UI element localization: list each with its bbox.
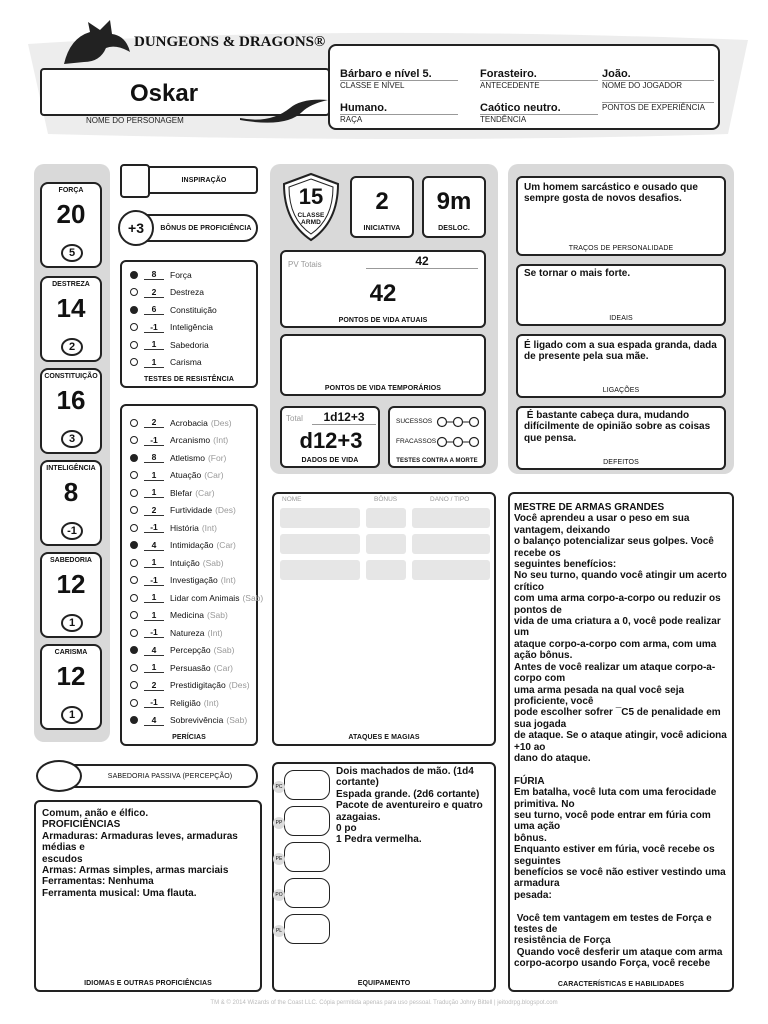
saving-throw-value: 1 — [144, 357, 164, 368]
proficiency-dot[interactable] — [130, 306, 138, 314]
coin-label: PL — [273, 925, 285, 937]
coin-label: PE — [273, 853, 285, 865]
proficiency-bonus-box[interactable] — [120, 214, 258, 242]
ability-score: 14 — [56, 293, 86, 323]
skill-row[interactable] — [130, 607, 228, 624]
ability-name: INTELIGÊNCIA — [46, 465, 96, 472]
skill-label: Atuação — [170, 470, 202, 480]
coin-field[interactable] — [275, 806, 330, 836]
skill-value: 1 — [144, 470, 164, 481]
skill-attribute: (Des) — [215, 505, 236, 515]
proficiency-dot[interactable] — [130, 611, 138, 619]
attacks-col-bonus: BÔNUS — [374, 496, 398, 503]
ability-modifier: 2 — [61, 338, 83, 356]
skill-value: 2 — [144, 680, 164, 691]
skill-label: Lidar com Animais — [170, 592, 240, 603]
saving-throw-label: Inteligência — [170, 322, 214, 332]
skill-value: -1 — [144, 575, 164, 586]
skill-attribute: (Sab) — [202, 557, 224, 568]
proficiency-dot[interactable] — [130, 454, 138, 462]
player-name-value: João. — [602, 68, 631, 80]
skill-attribute: (Car) — [216, 540, 236, 550]
ability-modifier: 3 — [61, 430, 83, 448]
flaws-label: DEFEITOS — [603, 459, 639, 466]
saving-throw-row[interactable] — [130, 336, 209, 353]
class-level-value: Bárbaro e nível 5. — [340, 68, 432, 80]
equipment-box[interactable] — [272, 762, 496, 992]
ability-2[interactable] — [40, 368, 102, 454]
skill-attribute: (Car) — [195, 487, 215, 498]
dragon-logo-icon — [60, 18, 132, 70]
skill-attribute: (Int) — [201, 522, 217, 533]
skill-value: 1 — [144, 610, 164, 621]
saving-throw-value: 6 — [144, 304, 164, 315]
proficiency-dot[interactable] — [130, 341, 138, 349]
skills-title: PERÍCIAS — [172, 734, 206, 741]
skill-value: 1 — [144, 557, 164, 568]
skill-row[interactable] — [130, 624, 223, 641]
saving-throw-label: Sabedoria — [170, 339, 209, 350]
ability-0[interactable] — [40, 182, 102, 268]
background-label: ANTECEDENTE — [480, 80, 598, 90]
character-name-label: NOME DO PERSONAGEM — [86, 116, 184, 125]
skill-value: 4 — [144, 645, 164, 656]
death-success-label: SUCESSOS — [396, 418, 433, 425]
character-name[interactable]: Oskar — [130, 80, 199, 107]
skill-row[interactable] — [130, 449, 226, 466]
ability-name: DESTREZA — [52, 281, 90, 288]
skill-label: Atletismo — [170, 452, 205, 463]
race-field[interactable] — [340, 102, 458, 124]
hit-dice-total-value: 1d12+3 — [312, 410, 376, 425]
ability-name: CARISMA — [54, 649, 88, 656]
proficiency-bonus-value: +3 — [118, 210, 154, 246]
skill-value: 4 — [144, 540, 164, 551]
skill-label: Sobrevivência — [170, 715, 224, 725]
skill-value: 1 — [144, 592, 164, 603]
death-saves-box[interactable] — [388, 406, 486, 468]
dragon-tail-icon — [240, 94, 330, 124]
skill-row[interactable] — [130, 414, 232, 431]
ability-name: FORÇA — [58, 187, 84, 194]
skill-label: Intuição — [170, 557, 200, 568]
skill-row[interactable] — [130, 642, 234, 659]
class-level-label: CLASSE E NÍVEL — [340, 80, 458, 90]
saving-throws-title: TESTES DE RESISTÊNCIA — [143, 376, 234, 383]
coin-label: PP — [273, 817, 285, 829]
hp-current-value: 42 — [369, 280, 397, 307]
skill-value: -1 — [144, 522, 164, 533]
character-info-box — [328, 44, 720, 130]
ability-name: CONSTITUIÇÃO — [44, 373, 98, 380]
saving-throw-label: Constituição — [170, 304, 217, 315]
hit-dice-value: d12+3 — [299, 428, 363, 453]
skill-row[interactable] — [130, 712, 247, 729]
bonds-label: LIGAÇÕES — [602, 387, 640, 394]
current-hp-box[interactable] — [280, 250, 486, 328]
xp-label: PONTOS DE EXPERIÊNCIA — [602, 102, 714, 112]
skill-row[interactable] — [130, 467, 224, 484]
proficiency-dot[interactable] — [130, 576, 138, 584]
saving-throw-row[interactable] — [130, 354, 202, 371]
proficiency-dot[interactable] — [130, 699, 138, 707]
hit-dice-box[interactable] — [280, 406, 380, 468]
passive-perception-box[interactable] — [40, 764, 258, 788]
proficiency-dot[interactable] — [130, 716, 138, 724]
proficiency-dot[interactable] — [130, 524, 138, 532]
saving-throw-label: Destreza — [170, 287, 205, 297]
skill-label: Intimidação — [170, 540, 214, 550]
skill-value: -1 — [144, 435, 164, 446]
skill-attribute: (Int) — [203, 697, 219, 708]
ability-1[interactable] — [40, 276, 102, 362]
skill-value: 8 — [144, 452, 164, 463]
class-level-field[interactable] — [340, 68, 458, 90]
proficiency-dot[interactable] — [130, 664, 138, 672]
skill-value: 2 — [144, 417, 164, 428]
skill-attribute: (Sab) — [226, 715, 248, 725]
initiative-label: INICIATIVA — [363, 225, 401, 232]
attack-1-damage[interactable] — [412, 508, 490, 528]
coin-field[interactable] — [275, 878, 330, 908]
saving-throw-row[interactable] — [130, 266, 192, 283]
proficiency-dot[interactable] — [130, 629, 138, 637]
proficiency-dot[interactable] — [130, 541, 138, 549]
skill-value: -1 — [144, 697, 164, 708]
saving-throw-value: 1 — [144, 339, 164, 350]
speed-label: DESLOC. — [438, 225, 470, 232]
speed-box[interactable] — [422, 176, 486, 238]
passive-perception-value — [36, 760, 82, 792]
skill-label: Acrobacia — [170, 417, 208, 428]
passive-perception-label: SABEDORIA PASSIVA (PERCEPÇÃO) — [107, 773, 233, 780]
proficiency-dot[interactable] — [130, 646, 138, 654]
skill-row[interactable] — [130, 519, 217, 536]
bonds-text: É ligado com a sua espada granda, dada de presente pela sua mãe. — [524, 340, 717, 363]
skill-attribute: (Des) — [210, 417, 232, 428]
hp-max-value[interactable]: 42 — [366, 254, 478, 269]
logo-text: DUNGEONS & DRAGONS® — [134, 34, 326, 50]
alignment-field[interactable] — [480, 102, 598, 124]
death-success-checkboxes[interactable] — [436, 416, 480, 428]
coin-label: PC — [273, 781, 285, 793]
footer-copyright: TM & © 2014 Wizards of the Coast LLC. Cópia permitida apenas para uso pessoal. Tradução Johny Bittell | jeitodrpg.blogspot.com — [210, 1000, 558, 1006]
attack-1-name[interactable] — [280, 508, 360, 528]
inspiration-label: INSPIRAÇÃO — [181, 177, 227, 184]
skill-label: Furtividade — [170, 505, 213, 515]
skill-row[interactable] — [130, 554, 224, 571]
attack-1-bonus[interactable] — [366, 508, 406, 528]
skill-attribute: (Car) — [204, 470, 224, 480]
death-saves-label: TESTES CONTRA A MORTE — [396, 458, 478, 464]
ability-score: 12 — [56, 569, 86, 599]
ability-5[interactable] — [40, 644, 102, 730]
initiative-box[interactable] — [350, 176, 414, 238]
proficiency-bonus-label: BÔNUS DE PROFICIÊNCIA — [160, 225, 252, 232]
skill-label: Persuasão — [170, 662, 211, 673]
skill-label: Religião — [170, 697, 201, 708]
player-name-label: NOME DO JOGADOR — [602, 80, 714, 90]
player-name-field[interactable] — [602, 68, 714, 90]
speed-value: 9m — [436, 188, 472, 215]
features-box[interactable] — [508, 492, 734, 992]
proficiencies-text: Comum, anão e élfico. PROFICIÊNCIAS Armaduras: Armaduras leves, armaduras médias e escudos Armas: Armas simples, armas marciais Ferramentas: Nenhuma Ferramenta musical: Uma flauta. — [42, 808, 238, 899]
saving-throw-value: 2 — [144, 287, 164, 298]
proficiency-dot[interactable] — [130, 681, 138, 689]
skill-attribute: (Int) — [220, 575, 236, 585]
proficiencies-label: IDIOMAS E OUTRAS PROFICIÊNCIAS — [84, 980, 212, 987]
skill-attribute: (Int) — [213, 435, 229, 445]
coin-field[interactable] — [275, 914, 330, 944]
ability-4[interactable] — [40, 552, 102, 638]
coin-label: PO — [273, 889, 285, 901]
ability-modifier: -1 — [61, 522, 83, 540]
alignment-label: TENDÊNCIA — [480, 114, 598, 124]
temp-hp-label: PONTOS DE VIDA TEMPORÁRIOS — [324, 385, 442, 392]
hit-dice-label: DADOS DE VIDA — [301, 457, 359, 464]
proficiency-dot[interactable] — [130, 506, 138, 514]
attack-2-bonus[interactable] — [366, 534, 406, 554]
proficiency-dot[interactable] — [130, 358, 138, 366]
temp-hp-box[interactable] — [280, 334, 486, 396]
skill-value: 2 — [144, 505, 164, 516]
attack-3-damage[interactable] — [412, 560, 490, 580]
saving-throws-box — [120, 260, 258, 388]
armor-class-label: CLASSE ARMD — [297, 212, 325, 226]
attacks-box — [272, 492, 496, 746]
saving-throw-value: -1 — [144, 322, 164, 333]
attacks-col-damage: DANO / TIPO — [430, 496, 470, 503]
skill-label: Percepção — [170, 645, 211, 655]
xp-field[interactable] — [602, 102, 714, 112]
saving-throw-row[interactable] — [130, 284, 204, 301]
equipment-text: Dois machados de mão. (1d4 cortante) Espada grande. (2d6 cortante) Pacote de aventureiro e quatro azagaias. 0 po 1 Pedra vermelha. — [336, 766, 483, 846]
skill-attribute: (Sab) — [207, 610, 228, 620]
coin-field[interactable] — [275, 770, 330, 800]
skill-row[interactable] — [130, 677, 250, 694]
skill-attribute: (Int) — [207, 627, 223, 638]
personality-traits-label: TRAÇOS DE PERSONALIDADE — [568, 245, 674, 252]
saving-throw-value: 8 — [144, 269, 164, 280]
hp-current-label: PONTOS DE VIDA ATUAIS — [338, 317, 428, 324]
attacks-col-name: NOME — [282, 496, 302, 503]
skill-row[interactable] — [130, 589, 263, 606]
skill-label: Investigação — [170, 575, 218, 585]
proficiency-dot[interactable] — [130, 471, 138, 479]
proficiency-dot[interactable] — [130, 419, 138, 427]
alignment-value: Caótico neutro. — [480, 102, 561, 114]
skill-label: Natureza — [170, 627, 205, 638]
attack-3-bonus[interactable] — [366, 560, 406, 580]
ability-score: 8 — [63, 477, 79, 507]
inspiration-box[interactable] — [120, 166, 258, 194]
death-fail-label: FRACASSOS — [396, 438, 437, 445]
skill-row[interactable] — [130, 484, 215, 501]
ability-modifier: 5 — [61, 244, 83, 262]
proficiency-dot[interactable] — [130, 594, 138, 602]
background-field[interactable] — [480, 68, 598, 90]
skill-label: Arcanismo — [170, 435, 211, 445]
skills-box — [120, 404, 264, 746]
skill-label: Medicina — [170, 610, 205, 620]
skill-attribute: (Car) — [213, 662, 233, 673]
skill-value: -1 — [144, 627, 164, 638]
skill-label: História — [170, 522, 199, 533]
proficiency-dot[interactable] — [130, 271, 138, 279]
race-label: RAÇA — [340, 114, 458, 124]
race-value: Humano. — [340, 102, 388, 114]
ability-score: 16 — [56, 385, 86, 415]
skill-attribute: (Des) — [228, 680, 250, 690]
skill-value: 1 — [144, 662, 164, 673]
hit-dice-total-label: Total — [286, 414, 303, 423]
saving-throw-row[interactable] — [130, 319, 213, 336]
bonds-box[interactable] — [516, 334, 726, 398]
ability-name: SABEDORIA — [49, 557, 92, 564]
ideals-box[interactable] — [516, 264, 726, 326]
ideals-text: Se tornar o mais forte. — [524, 268, 631, 279]
features-text: MESTRE DE ARMAS GRANDES Você aprendeu a usar o peso em sua vantagem, deixando o balanço potencializar seus golpes. Você recebe os seguintes benefícios: No seu turno, quando você atingir um acerto crítico com uma arma corpo-a-corpo ou reduzir os pontos de vida de uma criatura a 0, você pode realizar um ataque corpo-a-corpo com arma, com uma ação bônus. Antes de você realizar um ataque corpo-a-corpo com uma arma pesada na qual você seja proficiente, você pode escolher sofrer ¯C5 de penalidade em sua jogada de ataque. Se o ataque atingir, você adiciona +10 ao dano do ataque. FÚRIA Em batalha, você luta com uma ferocidade primitiva. No seu turno, você pode entrar em fúria com uma ação bônus. Enquanto estiver em fúria, você recebe os seguintes benefícios se você não estiver vestindo uma armadura pesada: Você tem vantagem em testes de Força e testes de resistência de Força Quando você desferir um ataque com arma corpo-acorpo usando Força, você recebe — [514, 502, 727, 970]
ability-modifier: 1 — [61, 706, 83, 724]
attack-2-damage[interactable] — [412, 534, 490, 554]
flaws-box[interactable] — [516, 406, 726, 470]
skill-label: Blefar — [170, 487, 193, 498]
skill-attribute: (For) — [207, 452, 227, 463]
features-label: CARACTERÍSTICAS E HABILIDADES — [510, 981, 732, 988]
ability-3[interactable] — [40, 460, 102, 546]
attack-2-name[interactable] — [280, 534, 360, 554]
skill-label: Prestidigitação — [170, 680, 226, 690]
ability-modifier: 1 — [61, 614, 83, 632]
ability-score: 20 — [56, 199, 86, 229]
attacks-title: ATAQUES E MAGIAS — [348, 734, 420, 741]
proficiency-dot[interactable] — [130, 436, 138, 444]
personality-traits-box[interactable] — [516, 176, 726, 256]
saving-throw-row[interactable] — [130, 301, 217, 318]
skill-row[interactable] — [130, 694, 219, 711]
skill-attribute: (Sab) — [213, 645, 235, 655]
skill-row[interactable] — [130, 502, 236, 519]
initiative-value: 2 — [375, 188, 389, 215]
hp-max-label: PV Totais — [288, 260, 322, 269]
attack-3-name[interactable] — [280, 560, 360, 580]
background-value: Forasteiro. — [480, 68, 537, 80]
skill-value: 4 — [144, 715, 164, 726]
proficiency-dot[interactable] — [130, 288, 138, 296]
coin-field[interactable] — [275, 842, 330, 872]
skill-row[interactable] — [130, 432, 228, 449]
skill-row[interactable] — [130, 537, 236, 554]
proficiency-dot[interactable] — [130, 489, 138, 497]
flaws-text: É bastante cabeça dura, mudando difícilmente de opinião sobre as coisas que pensa. — [524, 410, 713, 444]
personality-traits-text: Um homem sarcástico e ousado que sempre gosta de novos desafios. — [524, 182, 698, 205]
equipment-label: EQUIPAMENTO — [357, 980, 411, 987]
saving-throw-label: Carisma — [170, 357, 202, 367]
proficiency-dot[interactable] — [130, 559, 138, 567]
skill-row[interactable] — [130, 659, 233, 676]
proficiencies-box[interactable] — [34, 800, 262, 992]
saving-throw-label: Força — [170, 269, 192, 280]
proficiency-dot[interactable] — [130, 323, 138, 331]
armor-class-value[interactable]: 15 — [298, 184, 324, 209]
skill-attribute: (Sab) — [242, 592, 264, 603]
ideals-label: IDEAIS — [609, 315, 633, 322]
skill-row[interactable] — [130, 572, 236, 589]
inspiration-value-box[interactable] — [120, 164, 150, 198]
death-fail-checkboxes[interactable] — [436, 436, 480, 448]
ability-score: 12 — [56, 661, 86, 691]
skill-value: 1 — [144, 487, 164, 498]
